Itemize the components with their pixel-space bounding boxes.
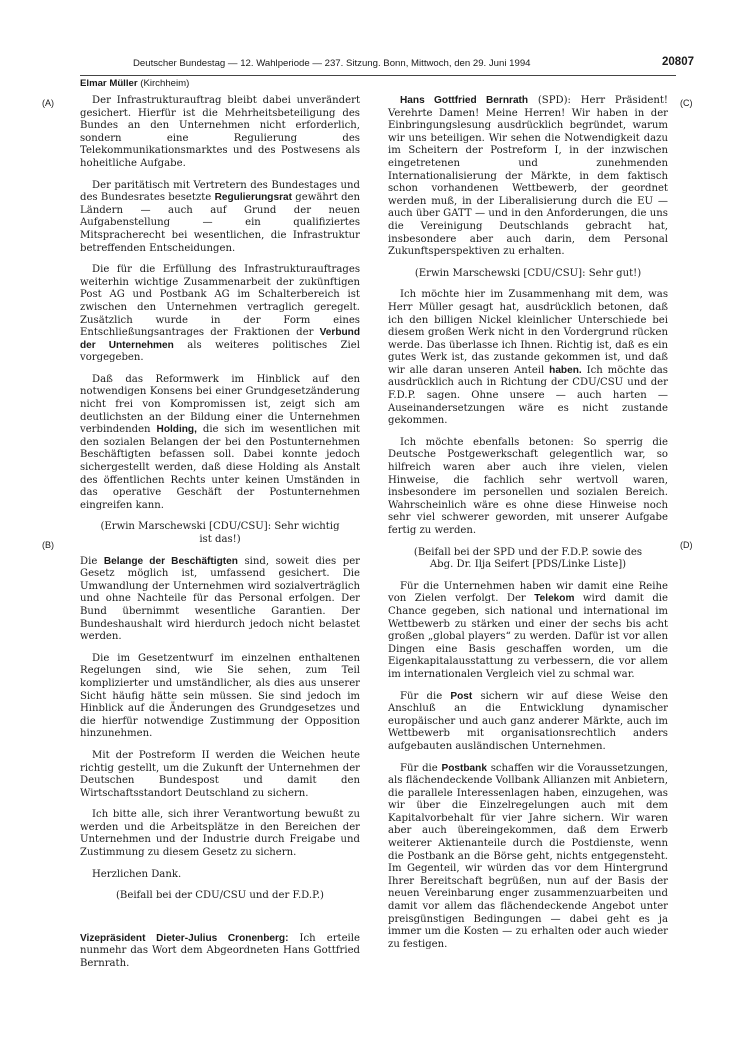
paragraph: Für die Postbank schaffen wir die Voraussetzungen, als flächendeckende Vollbank Allianzen mit Anbietern, die parallele Interessenlagen haben, einzugehen, was wir über die Einzelregelungen auch mit dem Kapitalvorbehalt für vier Jahre sichern. Wir waren aber auch übereingekommen, daß dem Erwerb weiterer Aktienanteile durch die Postdienste, wenn die Postbank an die Börse geht, nichts entgegensteht. Im Gegenteil, wir würden das vor dem Hintergrund Ihrer Bereitschaft begrüßen, nun auf der Basis der neuen Vereinbarung enger zusammenzuarbeiten und damit vor allem das flächendeckende Angebot unter preisgünstigen Bedingungen — dabei geht es ja immer um die Kosten — zu erhalten oder auch wieder zu festigen. — [388, 762, 668, 950]
speech-opening: Hans Gottfried Bernrath (SPD): Herr Präsident! Verehrte Damen! Meine Herren! Wir haben in der Einbringungslesung ausdrücklich begründet, warum wir uns beteiligen. Wir sehen die Notwendigkeit dazu im Scheitern der Postreform I, in der inzwischen eingetretenen und zunehmenden Internationalisierung der Märkte, in dem faktisch schon vorhandenen Wettbewerb, der geordnet werden muß, in der Liberalisierung durch die EU — auch über GATT — und in den Anforderungen, die uns die Vereinigung Deutschlands gebracht hat, insbesondere aber auch darin, dem Personal Zukunftsperspektiven zu erhalten. — [388, 95, 668, 258]
paragraph: Der Infrastrukturauftrag bleibt dabei unverändert gesichert. Hierfür ist die Mehrheitsbeteiligung des Bundes an den Unternehmen nicht erforderlich, sondern eine Regulierung des Telekommunikationsmarktes und des Postwesens als hoheitliche Aufgabe. — [80, 95, 360, 169]
continued-speaker — [80, 78, 189, 89]
bold-term: haben. — [549, 364, 582, 376]
interjection: (Erwin Marschewski [CDU/CSU]: Sehr wichtig ist das!) — [100, 521, 340, 545]
bold-term: Post — [450, 690, 473, 702]
bold-term: Regulierungsrat — [214, 192, 292, 204]
paragraph: Ich bitte alle, sich ihrer Verantwortung bewußt zu werden und die Arbeitsplätze in den Bereichen der Unternehmen und der Industrie durch Freigabe und Zustimmung zu diesem Gesetz zu sichern. — [80, 809, 360, 859]
paragraph: Ich möchte hier im Zusammenhang mit dem, was Herr Müller gesagt hat, ausdrücklich betonen, daß ich den billigen Nickel kleinlicher Unterschiede bei diesem großen Werk nicht in den Vordergrund rücken werde. Das überlasse ich Ihnen. Richtig ist, daß es ein gutes Werk ist, das zustande gekommen ist, und daß wir alle daran unseren Anteil haben. Ich möchte das ausdrücklich auch in Richtung der CDU/CSU und der F.D.P. sagen. Ohne unsere — auch harten — Auseinandersetzungen wäre es nicht zustande gekommen. — [388, 289, 668, 427]
paragraph: Für die Post sichern wir auf diese Weise den Anschluß an die Entwicklung dynamischer europäischer und auch ganz anderer Märkte, auch im Wettbewerb mit organisationsrechtlich anders aufgebauten ausländischen Unternehmen. — [388, 690, 668, 752]
bold-term: Postbank — [441, 762, 487, 774]
paragraph: Daß das Reformwerk im Hinblick auf den notwendigen Konsens bei einer Grundgesetzänderung nicht frei von Kompromissen ist, zeigt sich am deutlichsten an der Bildung einer die Unternehmen verbindenden Holding, die sich im wesentlichen mit den sozialen Belangen der bei den Postunternehmen Beschäftigten befassen soll. Dabei konnte jedoch sichergestellt werden, daß diese Holding als Anstalt des öffentlichen Rechts unter keinen Umständen in das operative Geschäft der Postunternehmen eingreifen kann. — [80, 373, 360, 511]
speaker-name: Vizepräsident Dieter-Julius Cronenberg: — [80, 932, 289, 944]
speaker-name: Elmar Müller — [80, 78, 138, 89]
bold-term: Telekom — [534, 593, 575, 605]
margin-mark-d: (D) — [680, 540, 693, 550]
bold-term: Holding, — [156, 424, 197, 436]
bold-term: Verbund der Unternehmen — [80, 327, 360, 351]
bold-term: Belange der Beschäftigten — [103, 555, 238, 567]
page-number: 20807 — [662, 56, 694, 68]
margin-mark-c: (C) — [680, 98, 693, 108]
speaker-place: (Kirchheim) — [140, 78, 190, 89]
right-column — [388, 95, 668, 960]
margin-mark-b: (B) — [42, 540, 54, 550]
running-head-text: Deutscher Bundestag — 12. Wahlperiode — 237. Sitzung. Bonn, Mittwoch, den 29. Juni 1994 — [133, 58, 531, 69]
interjection: (Beifall bei der SPD und der F.D.P. sowie des Abg. Dr. Ilja Seifert [PDS/Linke Liste]) — [413, 546, 643, 571]
interjection: (Beifall bei der CDU/CSU und der F.D.P.) — [115, 890, 324, 902]
interjection: (Erwin Marschewski [CDU/CSU]: Sehr gut!) — [414, 267, 642, 279]
paragraph: Für die Unternehmen haben wir damit eine Reihe von Zielen verfolgt. Der Telekom wird damit die Chance gegeben, sich national und international im Wettbewerb zu stärken und einer der sechs bis acht großen „global players“ zu werden. Dafür ist vor allen Dingen eine Basis geschaffen worden, um die Eigenkapitalausstattung zu verbessern, die vor allem im internationalen Vergleich viel zu schmal war. — [388, 580, 668, 680]
paragraph: Mit der Postreform II werden die Weichen heute richtig gestellt, um die Zukunft der Unternehmen der Deutschen Bundespost und damit den Wirtschaftsstandort Deutschland zu sichern. — [80, 749, 360, 799]
paragraph: Die im Gesetzentwurf im einzelnen enthaltenen Regelungen sind, wie Sie sehen, zum Teil komplizierter und umständlicher, als dies aus unserer Sicht häufig hätte sein müssen. Sie sind jedoch im Hinblick auf die Änderungen des Grundgesetzes und die hierfür notwendige Zustimmung der Opposition hinzunehmen. — [80, 652, 360, 740]
vice-president-remark: Vizepräsident Dieter-Julius Cronenberg: Ich erteile nunmehr das Wort dem Abgeordneten Hans Gottfried Bernrath. — [80, 932, 360, 970]
margin-mark-a: (A) — [42, 98, 54, 108]
speaker-name: Hans Gottfried Bernrath — [400, 95, 529, 106]
header-rule — [80, 75, 676, 76]
paragraph: Herzlichen Dank. — [92, 868, 182, 880]
paragraph: Ich möchte ebenfalls betonen: So sperrig die Deutsche Postgewerkschaft gelegentlich war, so hilfreich waren aber auch ihre vielen, vielen Hinweise, die fachlich sehr wertvoll waren, insbesondere im personellen und sozialen Bereich. Wahrscheinlich wäre es ohne diese Hinweise noch sehr viel schwerer geworden, mit unserer Aufgabe fertig zu werden. — [388, 436, 668, 536]
paragraph: Der paritätisch mit Vertretern des Bundestages und des Bundesrates besetzte Regulierungsrat gewährt den Ländern — auch auf Grund der neuen Aufgabenstellung — ein qualifiziertes Mitspracherecht bei wesentlichen, die Infrastruktur betreffenden Entscheidungen. — [80, 179, 361, 254]
paragraph: Die für die Erfüllung des Infrastrukturauftrages weiterhin wichtige Zusammenarbeit der zukünftigen Post AG und Postbank AG im Schalterbereich ist zwischen den Unternehmen vertraglich geregelt. Zusätzlich wurde in der Form eines Entschließungsantrages der Fraktionen der Verbund der Unternehmen als weiteres politisches Ziel vorgegeben. — [80, 264, 360, 364]
paragraph: Die Belange der Beschäftigten sind, soweit dies per Gesetz möglich ist, umfassend gesichert. Die Umwandlung der Unternehmen wird sozialverträglich und ohne Nachteile für das Personal erfolgen. Der Bund übernimmt wesentliche Garantien. Der Bundeshaushalt wird hierdurch jedoch nicht belastet werden. — [80, 555, 360, 643]
left-column — [80, 95, 360, 980]
